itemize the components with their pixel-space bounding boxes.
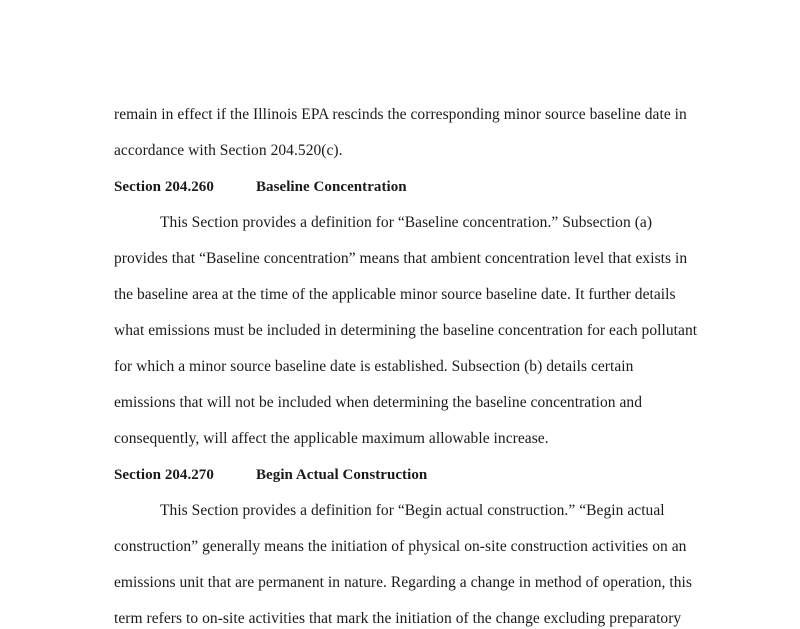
section-heading <box>114 465 427 485</box>
paragraph-line: emissions unit that are permanent in nature. Regarding a change in method of operation, this <box>114 574 692 591</box>
paragraph-line: construction” generally means the initiation of physical on-site construction activities on an <box>114 538 687 555</box>
paragraph-line: accordance with Section 204.520(c). <box>114 142 343 159</box>
paragraph-line: This Section provides a definition for “Baseline concentration.” Subsection (a) <box>160 214 653 231</box>
section-number: Section 204.270 <box>114 467 214 483</box>
paragraph-line: for which a minor source baseline date is established. Subsection (b) details certain <box>114 358 634 375</box>
paragraph-line: provides that “Baseline concentration” means that ambient concentration level that exists in <box>114 250 688 267</box>
section-number: Section 204.260 <box>114 179 214 195</box>
paragraph-line: emissions that will not be included when determining the baseline concentration and <box>114 394 643 411</box>
paragraph-line: This Section provides a definition for “Begin actual construction.” “Begin actual <box>160 502 665 519</box>
section-title: Begin Actual Construction <box>256 467 428 483</box>
paragraph-line: consequently, will affect the applicable maximum allowable increase. <box>114 430 549 447</box>
paragraph-line: remain in effect if the Illinois EPA rescinds the corresponding minor source baseline date in <box>114 106 687 123</box>
section-heading <box>114 177 407 197</box>
section-title: Baseline Concentration <box>256 179 407 195</box>
paragraph-line: the baseline area at the time of the applicable minor source baseline date. It further details <box>114 286 676 303</box>
paragraph-line: what emissions must be included in determining the baseline concentration for each pollutant <box>114 322 698 339</box>
paragraph-line: term refers to on-site activities that mark the initiation of the change excluding preparatory <box>114 610 682 627</box>
